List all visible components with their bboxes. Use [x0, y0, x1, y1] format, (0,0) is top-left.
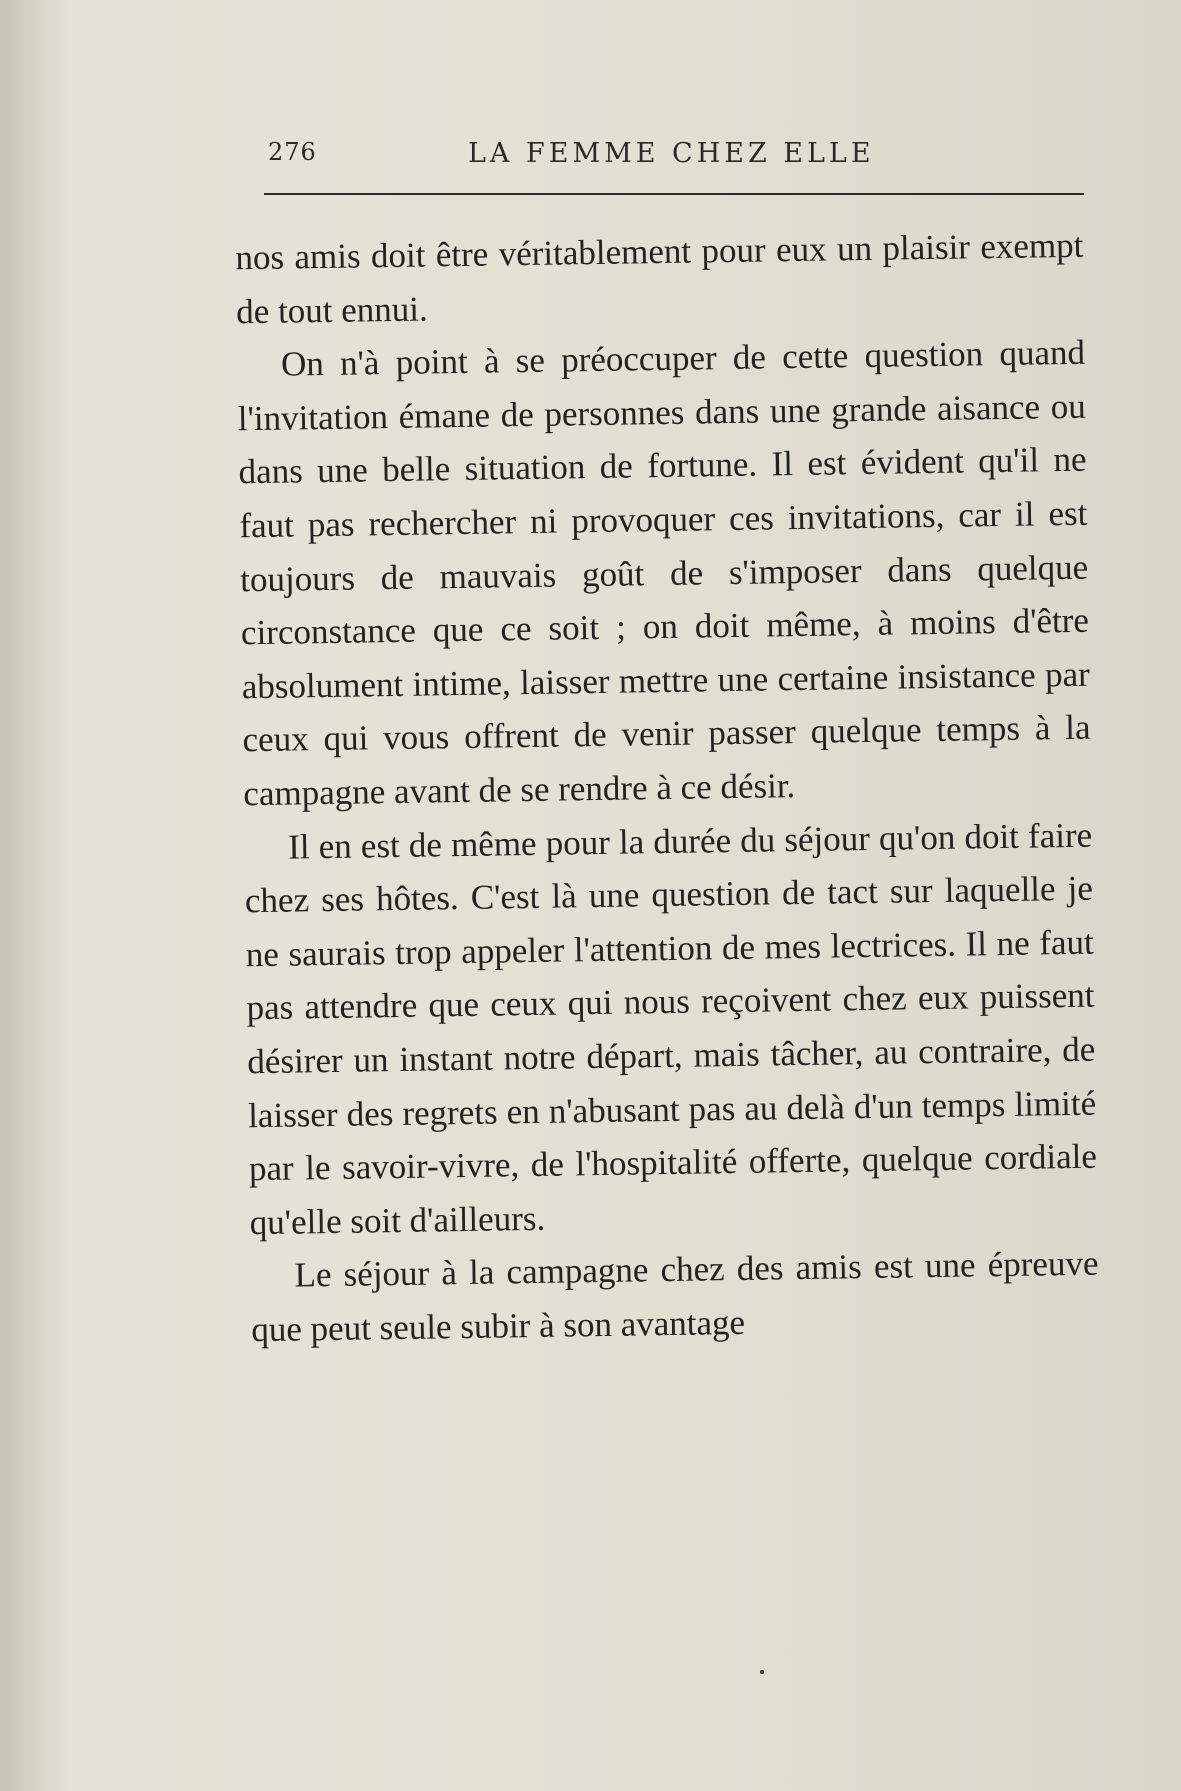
paragraph-continued: nos amis doit être véritablement pour eux un plaisir exempt de tout ennui. [235, 225, 1084, 331]
header-rule [264, 193, 1084, 195]
gutter-shadow [0, 0, 70, 1791]
paragraph: Il en est de même pour la durée du séjour qu'on doit faire chez ses hôtes. C'est là une question de tact sur laquelle je ne saurais trop appeler l'attention de mes lectrices. Il ne faut pas attendre que ceux qui nous reçoivent chez eux puissent désirer un instant notre départ, mais tâcher, au contraire, de laisser des regrets en n'abusant pas au delà d'un temps limité par le savoir-vivre, de l'hospitalité offerte, quelque cordiale qu'elle soit d'ailleurs. [244, 815, 1098, 1242]
body-text [235, 219, 1100, 1357]
page-header [268, 132, 1080, 172]
paper-speck [760, 1670, 764, 1674]
paragraph: On n'à point à se préoccuper de cette question quand l'invitation émane de personnes dans une grande aisance ou dans une belle situation de fortune. Il est évident qu'il ne faut pas rechercher ni provoquer ces invitations, car il est toujours de mauvais goût de s'imposer dans quelque circonstance que ce soit ; on doit même, à moins d'être absolument intime, laisser mettre une certaine insistance par ceux qui vous offrent de venir passer quelque temps à la campagne avant de se rendre à ce désir. [237, 332, 1091, 814]
page-number: 276 [268, 138, 317, 166]
paragraph: Le séjour à la campagne chez des amis est une épreuve que peut seule subir à son avantage [251, 1243, 1099, 1350]
running-title: LA FEMME CHEZ ELLE [468, 138, 875, 169]
